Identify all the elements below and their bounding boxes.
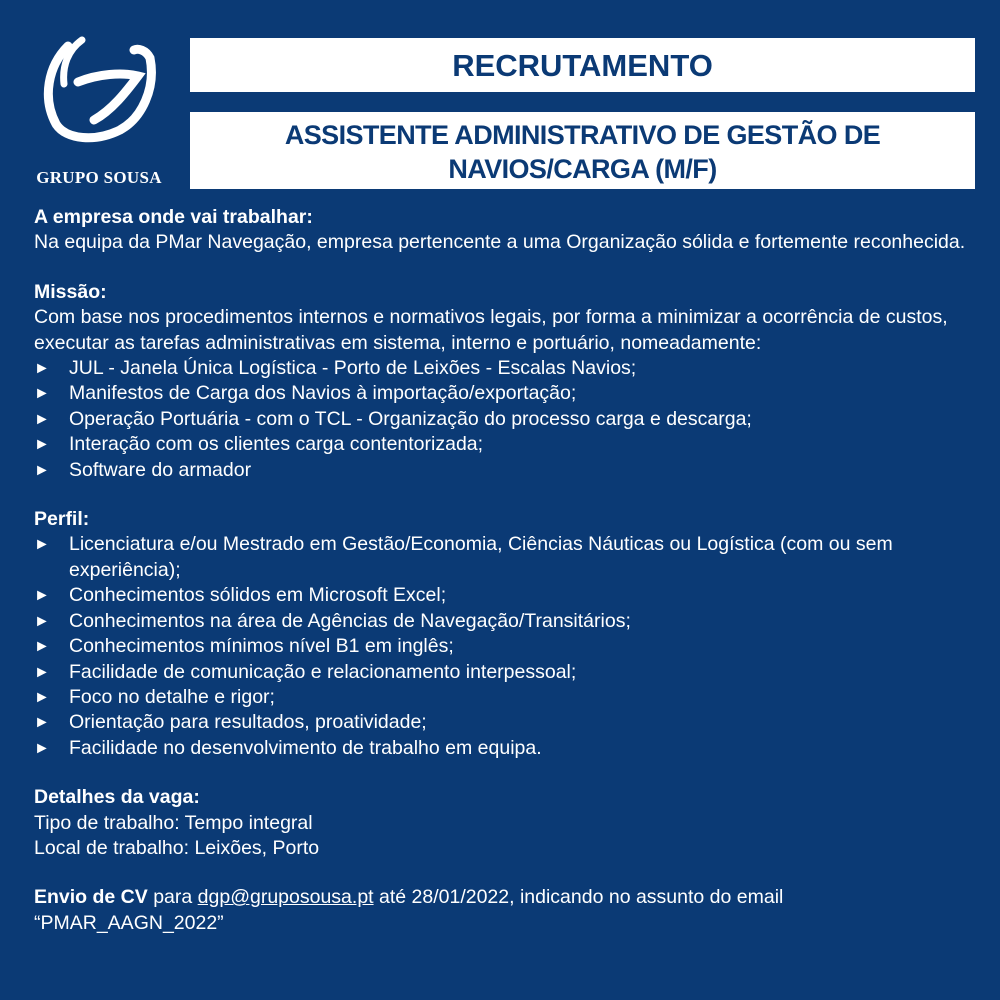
job-title-line-2: NAVIOS/CARGA (M/F) bbox=[448, 154, 717, 184]
details-heading: Detalhes da vaga: bbox=[34, 786, 200, 809]
list-item-text: Manifestos de Carga dos Navios à importação/exportação; bbox=[69, 382, 577, 405]
list-item-text: Foco no detalhe e rigor; bbox=[69, 685, 275, 708]
arrow-right-icon: ► bbox=[34, 663, 50, 681]
arrow-right-icon: ► bbox=[34, 638, 50, 656]
arrow-right-icon: ► bbox=[34, 688, 50, 706]
list-item bbox=[34, 710, 979, 735]
list-item-text: Operação Portuária - com o TCL - Organização do processo carga e descarga; bbox=[69, 407, 752, 430]
list-item bbox=[34, 685, 979, 710]
mission-section bbox=[34, 280, 979, 483]
arrow-right-icon: ► bbox=[34, 739, 50, 757]
list-item bbox=[34, 736, 979, 761]
company-section bbox=[34, 205, 979, 256]
work-type: Tipo de trabalho: Tempo integral bbox=[34, 811, 313, 834]
logo-emblem-icon bbox=[38, 36, 160, 144]
company-heading: A empresa onde vai trabalhar: bbox=[34, 206, 313, 228]
arrow-right-icon: ► bbox=[34, 360, 50, 378]
list-item-text: Licenciatura e/ou Mestrado em Gestão/Economia, Ciências Náuticas ou Logística (com ou sem experiência); bbox=[69, 533, 893, 581]
list-item-text: Interação com os clientes carga contentorizada; bbox=[69, 433, 484, 456]
list-item bbox=[34, 458, 979, 483]
job-title-line-1: ASSISTENTE ADMINISTRATIVO DE GESTÃO DE bbox=[284, 120, 881, 150]
list-item-text: Conhecimentos na área de Agências de Navegação/Transitários; bbox=[69, 609, 631, 632]
list-item bbox=[34, 432, 979, 457]
arrow-right-icon: ► bbox=[34, 410, 50, 428]
arrow-right-icon: ► bbox=[34, 536, 50, 554]
list-item bbox=[34, 609, 979, 634]
cv-label: Envio de CV bbox=[34, 886, 148, 909]
list-item bbox=[34, 381, 979, 406]
mission-heading: Missão: bbox=[34, 280, 107, 303]
arrow-right-icon: ► bbox=[34, 461, 50, 479]
cv-instructions bbox=[34, 885, 979, 936]
arrow-right-icon: ► bbox=[34, 612, 50, 630]
list-item-text: Conhecimentos sólidos em Microsoft Excel; bbox=[69, 584, 447, 607]
job-description bbox=[34, 205, 979, 936]
arrow-right-icon: ► bbox=[34, 436, 50, 454]
email-link[interactable]: dgp@gruposousa.pt bbox=[197, 886, 374, 909]
arrow-right-icon: ► bbox=[34, 714, 50, 732]
page-title: RECRUTAMENTO bbox=[190, 38, 975, 92]
job-title-banner bbox=[190, 112, 975, 189]
list-item bbox=[34, 634, 979, 659]
email-subject: “PMAR_AAGN_2022” bbox=[34, 911, 224, 934]
cv-deadline-text: até 28/01/2022, indicando no assunto do email bbox=[379, 886, 784, 909]
arrow-right-icon: ► bbox=[34, 385, 50, 403]
cv-para: para bbox=[153, 886, 193, 909]
company-text: Na equipa da PMar Navegação, empresa pertencente a uma Organização sólida e fortemente reconhecida. bbox=[34, 231, 966, 254]
logo-text: GRUPO SOUSA bbox=[36, 168, 162, 187]
list-item-text: Facilidade no desenvolvimento de trabalho em equipa. bbox=[69, 736, 542, 759]
list-item bbox=[34, 356, 979, 381]
list-item bbox=[34, 583, 979, 608]
profile-heading: Perfil: bbox=[34, 508, 90, 531]
details-section bbox=[34, 785, 979, 861]
list-item-text: Software do armador bbox=[69, 458, 252, 481]
work-location: Local de trabalho: Leixões, Porto bbox=[34, 836, 320, 859]
list-item-text: Facilidade de comunicação e relacionamento interpessoal; bbox=[69, 660, 577, 683]
mission-text: Com base nos procedimentos internos e normativos legais, por forma a minimizar a ocorrência de custos, executar as tarefas administrativas em sistema, interno e portuário, nomeadamente: bbox=[34, 306, 948, 354]
list-item bbox=[34, 407, 979, 432]
grupo-sousa-logo bbox=[28, 36, 170, 188]
list-item bbox=[34, 532, 979, 583]
list-item-text: Orientação para resultados, proatividade; bbox=[69, 711, 427, 734]
list-item bbox=[34, 660, 979, 685]
arrow-right-icon: ► bbox=[34, 587, 50, 605]
profile-section bbox=[34, 507, 979, 761]
list-item-text: JUL - Janela Única Logística - Porto de Leixões - Escalas Navios; bbox=[69, 357, 637, 380]
list-item-text: Conhecimentos mínimos nível B1 em inglês; bbox=[69, 635, 454, 658]
